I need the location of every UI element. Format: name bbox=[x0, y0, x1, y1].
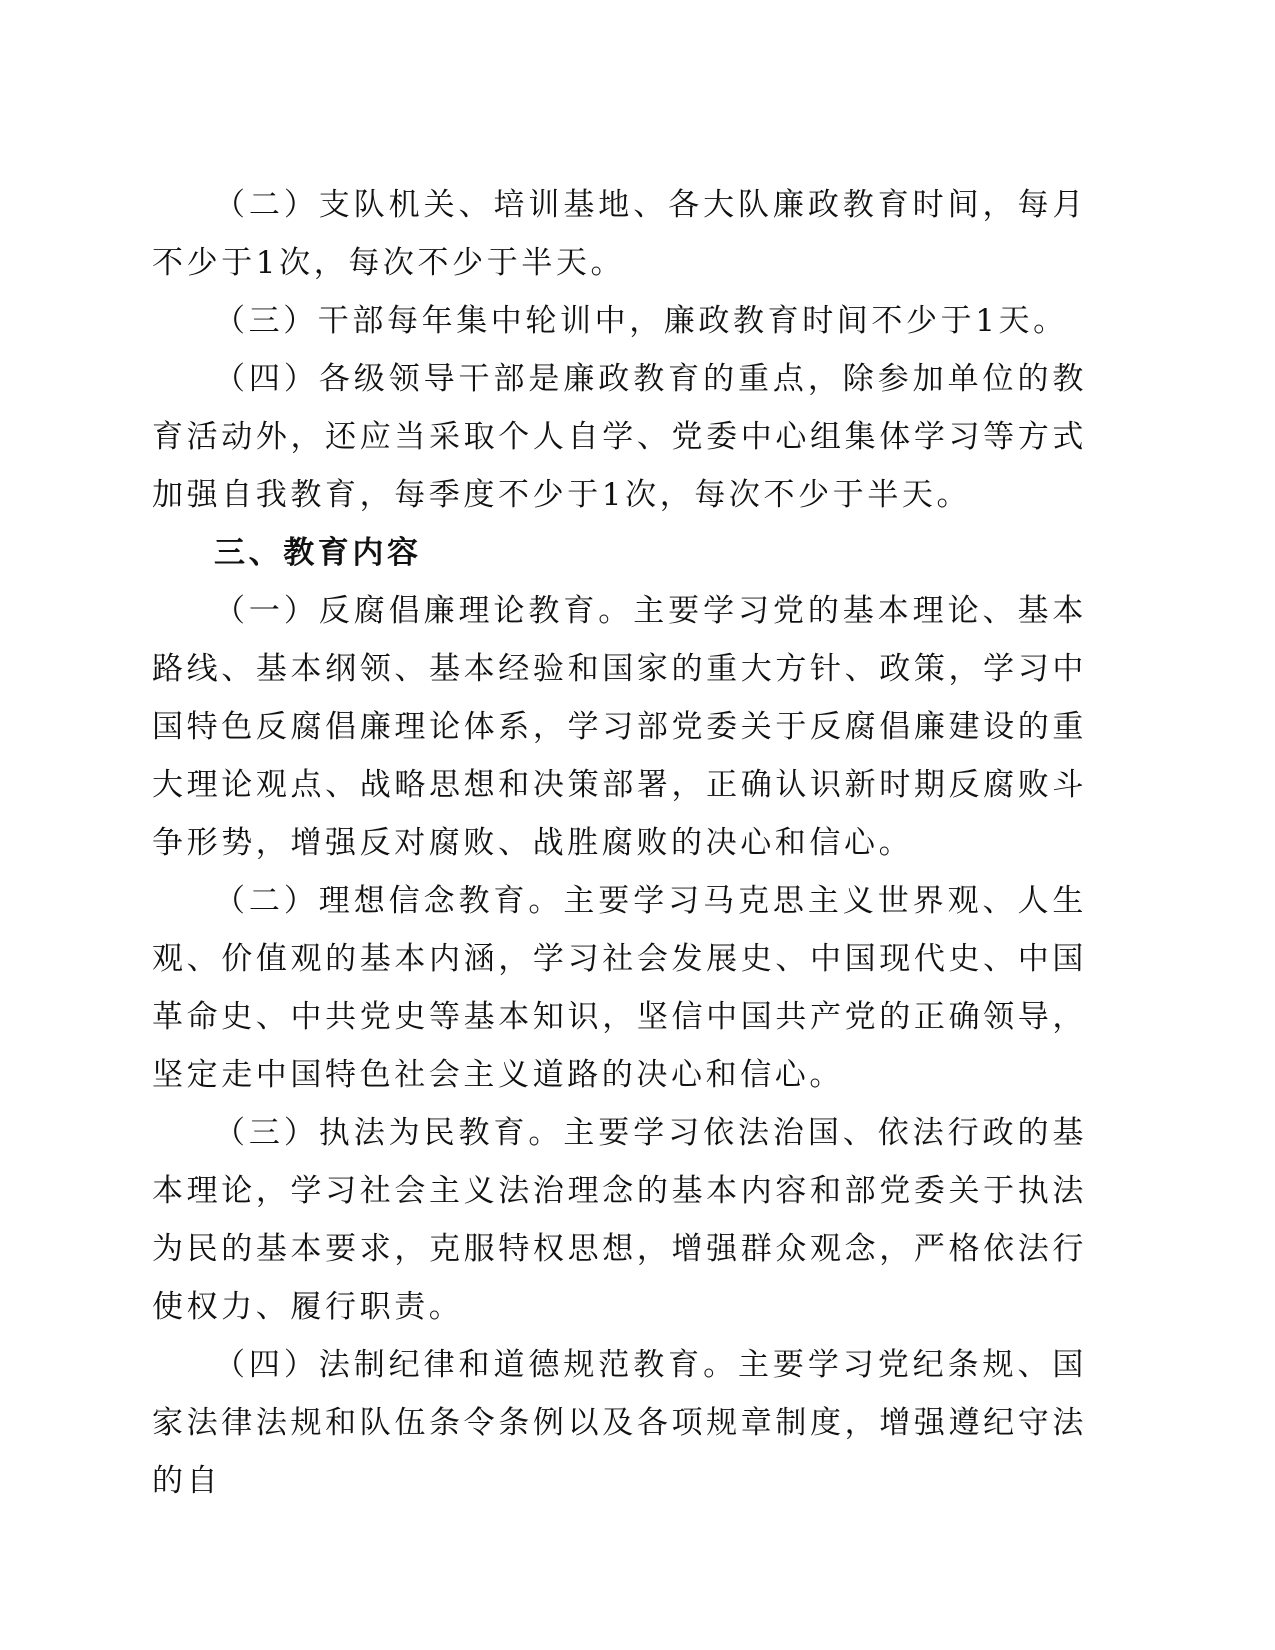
section-heading: 三、教育内容 bbox=[214, 535, 422, 571]
paragraph-3-3: （三）执法为民教育。主要学习依法治国、依法行政的基本理论，学习社会主义法治理念的基本内容和部党委关于执法为民的基本要求，克服特权思想，增强群众观念，严格依法行使权力、履行职责。 bbox=[152, 1115, 1087, 1325]
paragraph-3-2: （二）理想信念教育。主要学习马克思主义世界观、人生观、价值观的基本内涵，学习社会发展史、中国现代史、中国革命史、中共党史等基本知识，坚信中国共产党的正确领导，坚定走中国特色社会主义道路的决心和信心。 bbox=[152, 883, 1087, 1093]
paragraph-2-4: （四）各级领导干部是廉政教育的重点，除参加单位的教育活动外，还应当采取个人自学、党委中心组集体学习等方式加强自我教育，每季度不少于1次，每次不少于半天。 bbox=[152, 361, 1087, 513]
paragraph-3-1: （一）反腐倡廉理论教育。主要学习党的基本理论、基本路线、基本纲领、基本经验和国家的重大方针、政策，学习中国特色反腐倡廉理论体系，学习部党委关于反腐倡廉建设的重大理论观点、战略思想和决策部署，正确认识新时期反腐败斗争形势，增强反对腐败、战胜腐败的决心和信心。 bbox=[152, 593, 1087, 861]
paragraph-2-2: （二）支队机关、培训基地、各大队廉政教育时间，每月不少于1次，每次不少于半天。 bbox=[152, 187, 1087, 281]
paragraph-3-4: （四）法制纪律和道德规范教育。主要学习党纪条规、国家法律法规和队伍条令条例以及各项规章制度，增强遵纪守法的自 bbox=[152, 1347, 1087, 1499]
document-body bbox=[152, 176, 1087, 1510]
paragraph-2-3: （三）干部每年集中轮训中，廉政教育时间不少于1天。 bbox=[214, 303, 1068, 339]
